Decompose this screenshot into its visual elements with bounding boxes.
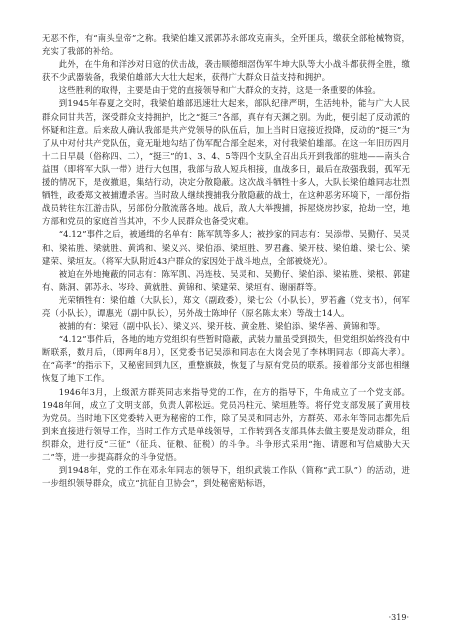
paragraph: “4.12”事件之后，被通缉的名单有：陈军凯等多人；被抄家的同志有：吴添带、吴勤仔、吴灵和、梁祐胜、梁就胜、黄鸿和、梁义兴、梁伯添、梁垣胜、罗君鑫、梁开枝、梁伯雄、梁七公、梁建荣、梁垣友。（将军大队附近43户群众的家因处于战斗地点，全部被烧光）。 xyxy=(42,229,410,266)
page-number: ·319· xyxy=(388,613,409,622)
paragraph: 这些胜利的取得，主要是由于党的直接领导和广大群众的支持，这是一条重要的体验。 xyxy=(58,85,381,96)
paragraph: 无恶不作，有“南头皇帝”之称。我梁伯雄又派郭苏永部攻克南头，全歼匪兵，缴获全部枪械物资，充实了我部的补给。 xyxy=(42,33,410,57)
paragraph: 1946年3月，上级派方群英同志来指导党的工作，在方的指导下，牛角成立了一个党支部。1948年间，成立了文明支部，负责人郭松远。党员冯柱元、梁垣胜等。将仔党支部发展了黄用枝为党员。当时地下区党委转入更为秘密的工作，除了吴灵和同志外，方群英、邓永年等同志都先后到来直接进行领导工作，当时工作方式是单线领导，工作转到各支部具体去做主要是发动群众，组织群众，进行反“三征”（征兵、征粮、征税）的斗争。斗争形式采用“拖、请愿和写信威胁大天二”等，进一步提高群众的斗争觉悟。 xyxy=(42,386,410,462)
paragraph: 到1945年春夏之交时，我梁伯雄部迅速壮大起来，部队纪律严明，生活纯朴，能与广大人民群众同甘共苦，深受群众支持拥护，比之“挺三”各部，真存有天渊之别。为此，便引起了反动派的怀疑和注意。后来敌人确认我部是共产党领导的队伍后，加上当时日寇接近投降，反动的“挺三”为了从中对付共产党队伍，竟无耻地勾结了伪军配合部全起来，对付我梁伯雄部。在这一年旧历四月十二日早晨（俗称四、二），“挺三”的1、3、4、5等四个支队全召出兵开到我部的驻地——南头合益围（即将军大队一带）进行大包围，我部与敌人短兵相接，血战多日，最后在敌强我弱，孤军无援的情况下，是夜撤退，集结行动，决定分散隐蔽。这次战斗牺牲十多人，大队长梁伯雄同志壮烈牺牲，政委郑文被捕遭杀害。当时敌人继续搜捕我分散隐蔽的战士，在这种恶劣环境下，一部份指战员转往东江游击队，另部份分散流落各地。战后，敌人大举搜捕，拆屋烧房抄家，抢劫一空，地方部和党员的家庭首当其冲，不少人民群众也备受灾难。 xyxy=(42,98,410,227)
paragraph: 光荣牺牲有：梁伯雄（大队长），郑文（副政委），梁七公（小队长），罗若鑫（党支书），何军亮（小队长），谭惠光（副中队长），另外战士陈坤仔（原名陈太来）等战士14人。 xyxy=(42,294,410,318)
paragraph: 此外，在牛角和洋沙对日寇的伏击战，袭击顺德细滘伪军牛坤大队等大小战斗都获得全胜，缴获不少武器装备，我梁伯雄部大大壮大起来，获得广大群众日益支持和拥护。 xyxy=(42,59,410,83)
body-text xyxy=(42,32,410,490)
paragraph: 被捕的有：梁冠（副中队长）、梁义兴、梁开枝、黄金胜、梁伯添、梁华善、黄锦和等。 xyxy=(58,321,386,332)
paragraph: 被迫在外地掩蔽的同志有：陈军凯、冯连枝、吴灵和、吴勤仔、梁伯添、梁祐胜、梁根、郭建有、陈洞、郭苏永、岑玲、黄就胜、黄锦和、梁建荣、梁垣有、谢丽群等。 xyxy=(42,268,410,292)
paragraph: “4.12”事件后，各地的地方党组织有些暂时隐蔽，武装力量虽受到损失，但党组织始终没有中断联系，数月后，（即两年8月），区党委书记吴添和同志在大岗会见了李林明同志（即高大孝）。在“高孝”的指示下，又秘密回到九区，重整旗鼓，恢复了与原有党员的联系。接着部分支部也相继恢复了地下工作。 xyxy=(42,334,410,384)
paragraph: 到1948年，党的工作在邓永年同志的领导下，组织武装工作队（简称“武工队”）的活动，进一步组织领导群众，成立“抗征自卫协会”，到处秘密贴标语， xyxy=(42,465,410,489)
